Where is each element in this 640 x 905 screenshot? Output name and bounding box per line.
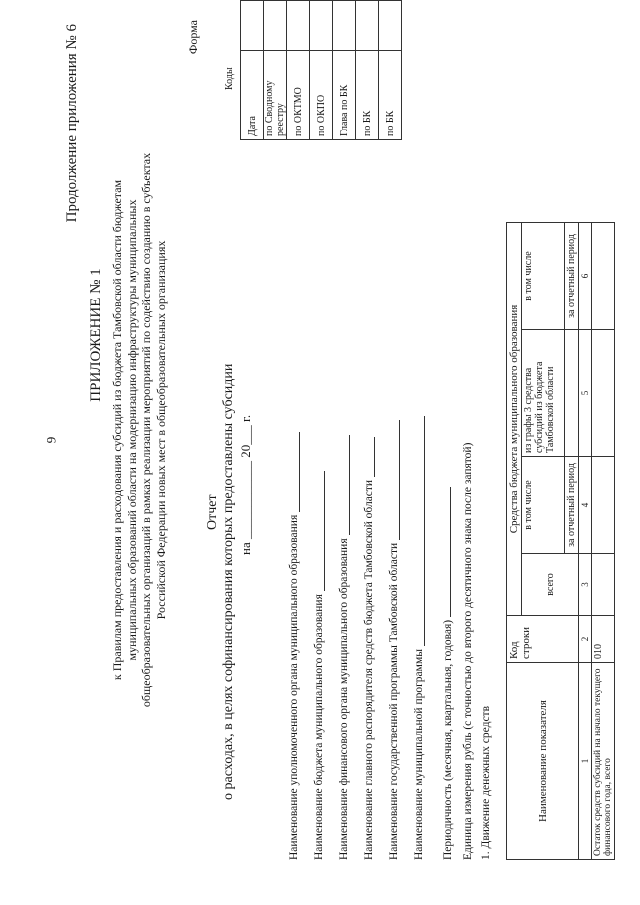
form-label: Форма xyxy=(186,20,200,55)
money-flow-table xyxy=(506,222,615,860)
codes-row xyxy=(356,1,379,140)
codes-label: Глава по БК xyxy=(333,51,356,140)
codes-label: по ОКТМО xyxy=(287,51,310,140)
col-code-header: Код строки xyxy=(507,616,579,663)
codes-row xyxy=(379,1,402,140)
field-main-manager xyxy=(363,437,375,860)
codes-row xyxy=(333,1,356,140)
col-num: 3 xyxy=(579,554,592,616)
report-title: Отчет xyxy=(205,494,220,530)
codes-value xyxy=(241,1,264,51)
field-finance-body xyxy=(338,436,350,861)
row-name: Остаток средств субсидий на начало текущего финансового года, всего xyxy=(592,663,615,860)
column-numbers-row xyxy=(579,223,592,860)
col-period2-header: за отчетный период xyxy=(565,223,579,330)
field-label: Наименование государственной программы Тамбовской области xyxy=(388,542,400,860)
fill-line xyxy=(450,487,451,617)
col-num: 5 xyxy=(579,330,592,457)
codes-value xyxy=(310,1,333,51)
section-title: 1. Движение денежных средств xyxy=(480,706,492,860)
codes-row xyxy=(241,1,264,140)
field-label: Наименование муниципальной программы xyxy=(413,649,425,860)
codes-row xyxy=(287,1,310,140)
fill-line xyxy=(374,437,375,477)
field-label: Наименование главного распорядителя средств бюджета Тамбовской области xyxy=(363,479,375,860)
codes-header: Коды xyxy=(224,67,235,90)
codes-label: по Сводному реестру xyxy=(264,51,287,140)
col-indicator-header: Наименование показателя xyxy=(507,663,579,860)
periodicity-label: Периодичность (месячная, квартальная, годовая) xyxy=(442,619,454,860)
fill-line xyxy=(299,432,300,512)
fill-line xyxy=(324,471,325,591)
fill-line xyxy=(399,420,400,540)
col-from3-spacer xyxy=(565,330,579,457)
codes-label: по БК xyxy=(356,51,379,140)
fill-line xyxy=(424,416,425,646)
report-subtitle: о расходах, в целях софинансирования которых предоставлены субсидии xyxy=(221,363,236,800)
col-num: 4 xyxy=(579,457,592,554)
col-from3-header: из графы 3 средства субсидий из бюджета Тамбовской области xyxy=(522,330,565,457)
codes-value xyxy=(333,1,356,51)
fill-line xyxy=(349,436,350,536)
continuation-label: Продолжение приложения № 6 xyxy=(64,24,80,223)
codes-value xyxy=(356,1,379,51)
col-num: 2 xyxy=(579,616,592,663)
appendix-title: ПРИЛОЖЕНИЕ № 1 xyxy=(88,268,104,402)
col-budget-group-header: Средства бюджета муниципального образования xyxy=(507,223,522,616)
periodicity xyxy=(442,487,454,860)
cell xyxy=(592,457,615,554)
codes-table xyxy=(240,0,402,140)
field-label: Наименование финансового органа муниципального образования xyxy=(338,538,350,860)
codes-label: по ОКПО xyxy=(310,51,333,140)
field-state-program xyxy=(388,420,400,860)
unit-line: Единица измерения рубль (с точностью до второго десятичного знака после запятой) xyxy=(462,442,474,860)
col-incl-header: в том числе xyxy=(522,457,565,554)
field-label: Наименование бюджета муниципального образования xyxy=(313,594,325,860)
field-municipal-program xyxy=(413,416,425,860)
report-date: на ____________ 20___ г. xyxy=(238,414,253,555)
field-budget xyxy=(313,471,325,860)
col-period-header: за отчетный период xyxy=(565,457,579,554)
col-num: 1 xyxy=(579,663,592,860)
codes-row xyxy=(264,1,287,140)
row-code: 010 xyxy=(592,616,615,663)
codes-value xyxy=(287,1,310,51)
col-total-header: всего xyxy=(522,554,579,616)
cell xyxy=(592,223,615,330)
codes-value xyxy=(264,1,287,51)
field-label: Наименование уполномоченного органа муниципального образования xyxy=(288,514,300,860)
col-num: 6 xyxy=(579,223,592,330)
codes-row xyxy=(310,1,333,140)
cell xyxy=(592,330,615,457)
codes-label: Дата xyxy=(241,51,264,140)
cell xyxy=(592,554,615,616)
col-incl2-header: в том числе xyxy=(522,223,565,330)
field-authority xyxy=(288,432,300,860)
table-row xyxy=(592,223,615,860)
appendix-rules: к Правилам предоставления и расходования субсидий из бюджета Тамбовской области бюджетам муниципальных образований области на модернизацию инфраструктуры муниципальных общеобразовательных организаций в рамках реализации мероприятий по содействию созданию в субъектах Российской Федерации новых мест в общеобразовательных организациях xyxy=(110,152,168,708)
codes-value xyxy=(379,1,402,51)
codes-label: по БК xyxy=(379,51,402,140)
page-number: 9 xyxy=(43,436,59,444)
